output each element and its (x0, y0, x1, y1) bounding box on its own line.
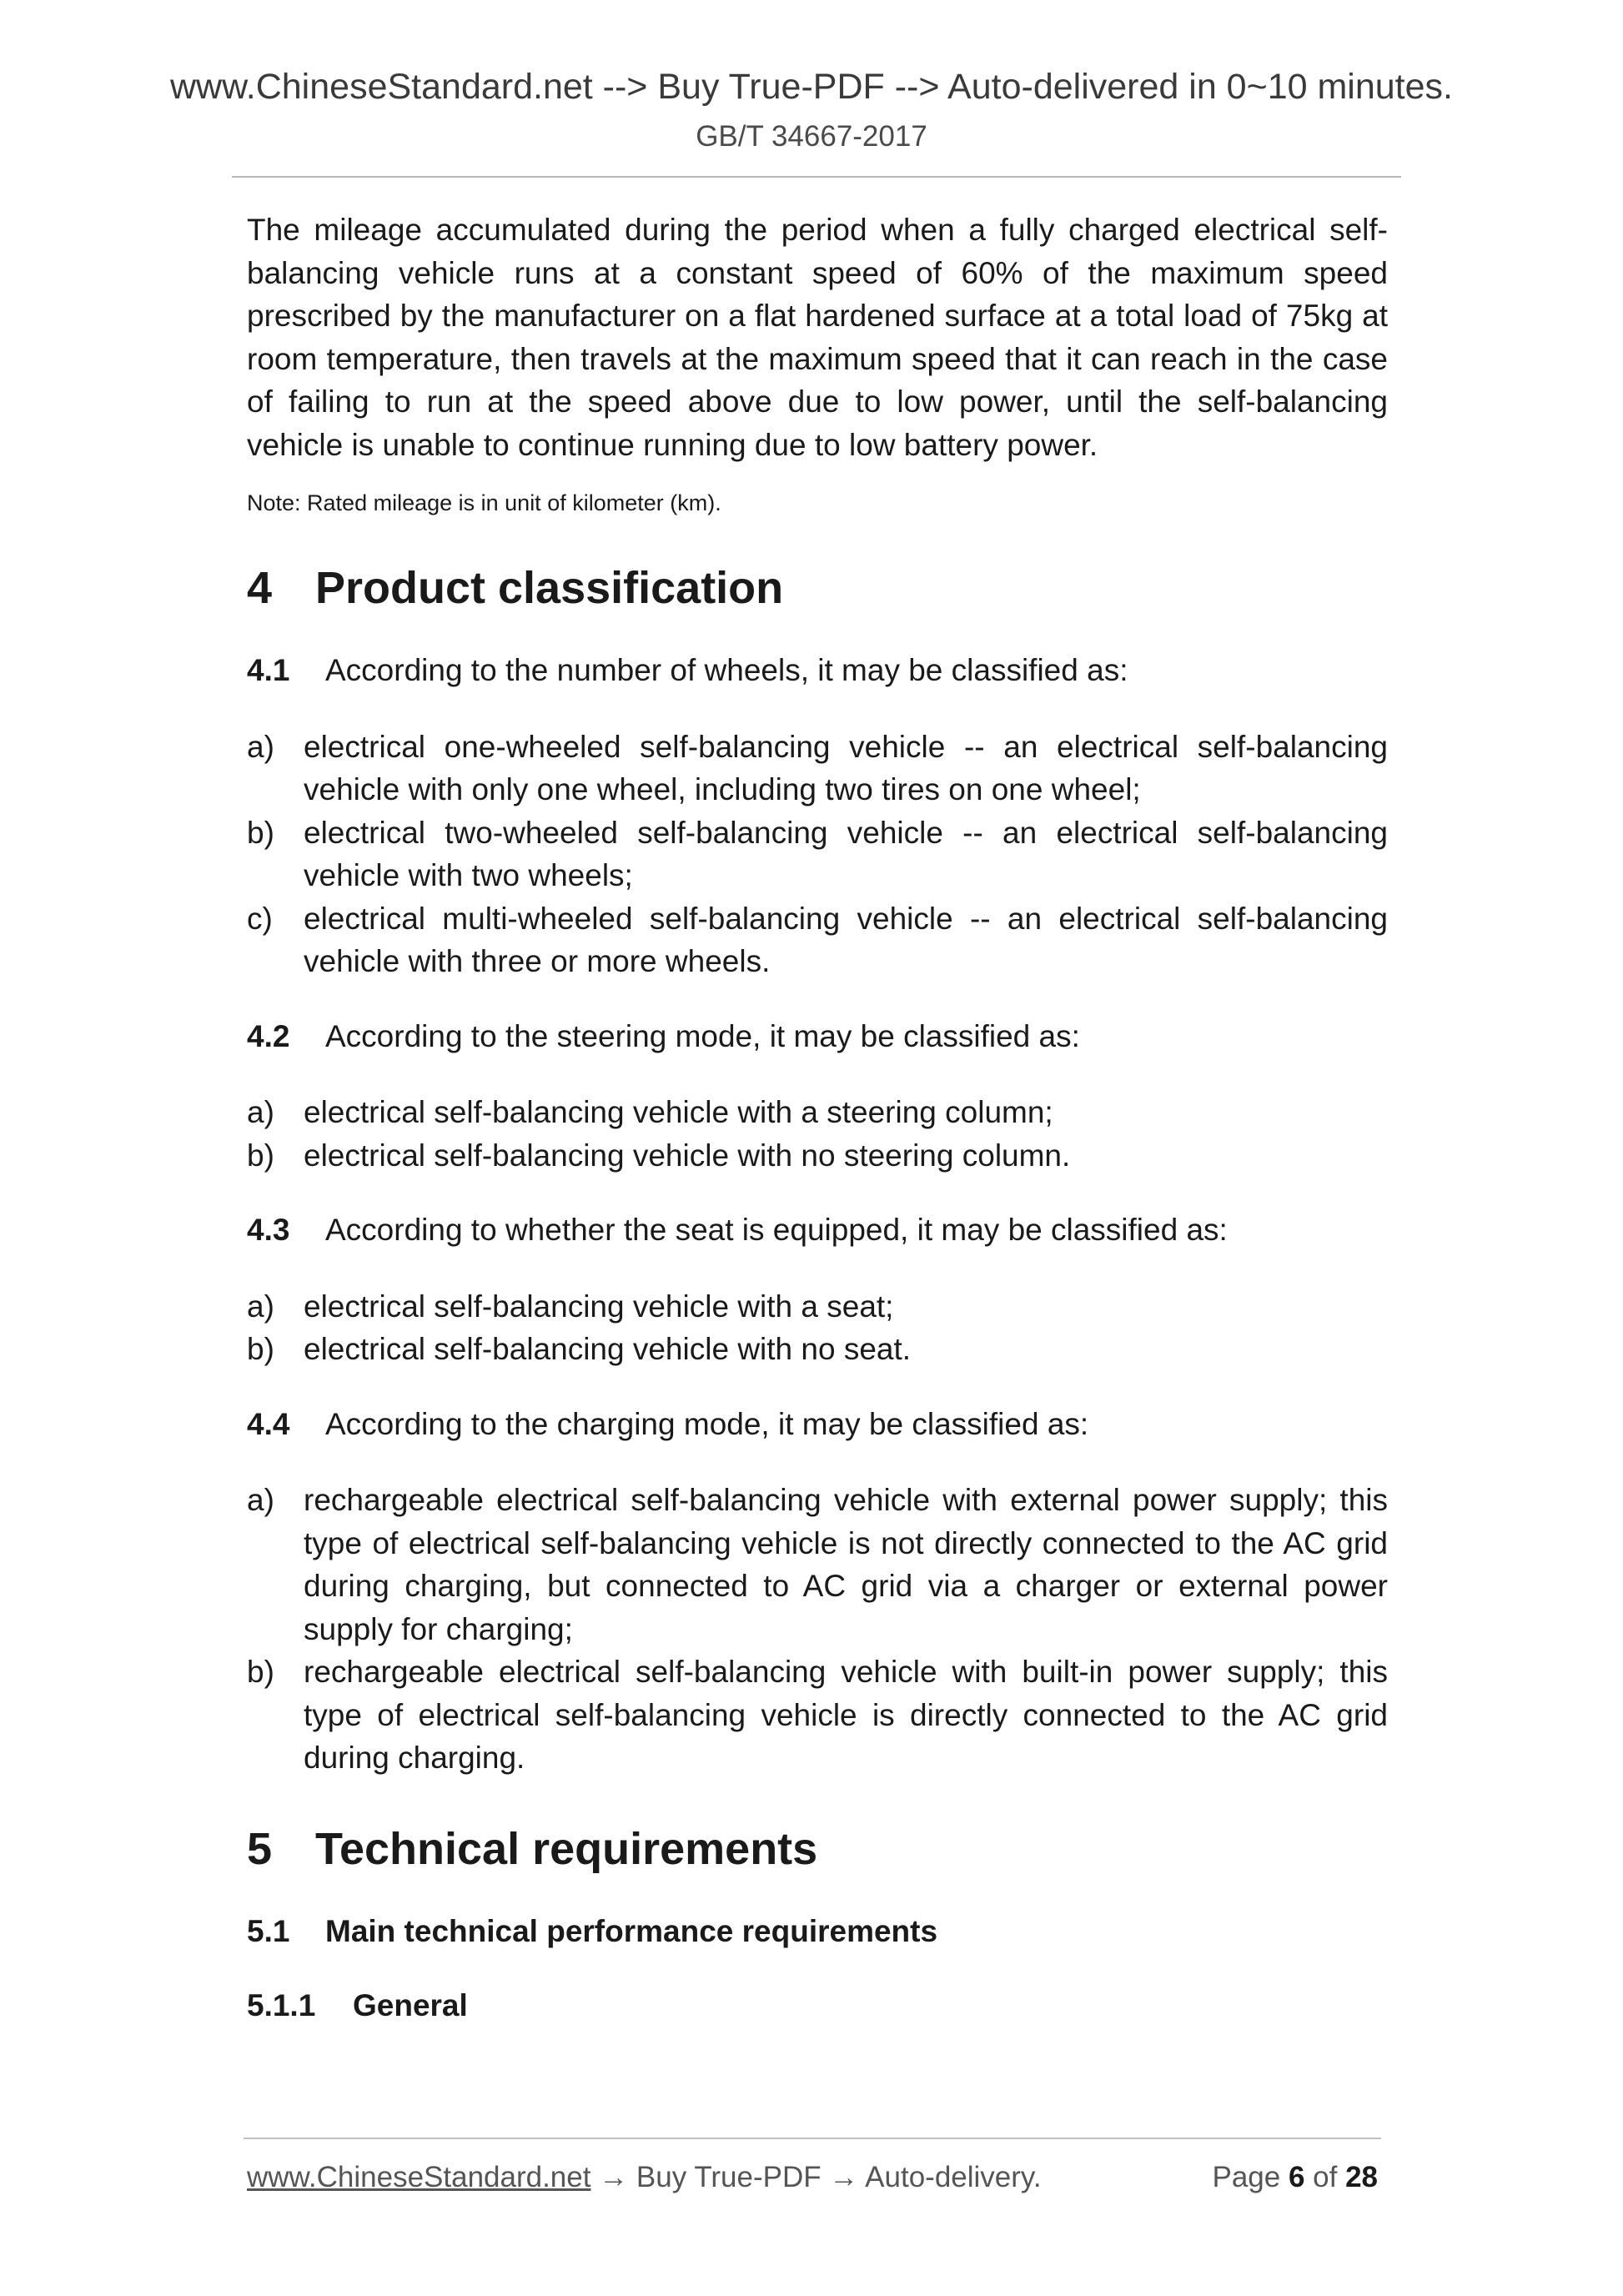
section-5-number: 5 (247, 1823, 273, 1874)
clause-4-3-list (247, 1285, 1388, 1371)
section-5-title: Technical requirements (315, 1823, 818, 1874)
section-5-heading (247, 1821, 1388, 1876)
list-item-mark: c) (247, 901, 273, 936)
footer-tagline: → Buy True-PDF → Auto-delivery. (590, 2161, 1042, 2193)
list-item-mark: b) (247, 815, 274, 850)
list-item-text: electrical self-balancing vehicle with a steering column; (304, 1095, 1053, 1129)
list-item-mark: a) (247, 729, 274, 764)
clause-4-2-number: 4.2 (247, 1018, 290, 1053)
list-item-text: electrical two-wheeled self-balancing vehicle -- an electrical self-balancing vehicle with two wheels; (304, 815, 1388, 892)
list-item (247, 811, 1388, 897)
list-item-text: rechargeable electrical self-balancing vehicle with built-in power supply; this type of electrical self-balancing vehicle is directly connected to the AC grid during charging. (304, 1655, 1388, 1775)
clause-4-1-list (247, 726, 1388, 983)
subsection-5-1-heading (247, 1910, 1388, 1953)
subsection-5-1-1-heading (247, 1984, 1388, 2027)
clause-4-3-number: 4.3 (247, 1213, 290, 1247)
footer-left (247, 2158, 1042, 2197)
header-banner: www.ChineseStandard.net --> Buy True-PDF --> Auto-delivered in 0~10 minutes. (169, 67, 1453, 107)
list-item (247, 1285, 1388, 1329)
clause-4-4-number: 4.4 (247, 1406, 290, 1441)
list-item-mark: b) (247, 1655, 274, 1689)
clause-4-4 (247, 1403, 1388, 1446)
list-item-text: electrical one-wheeled self-balancing vehicle -- an electrical self-balancing vehicle with only one wheel, including two tires on one wheel; (304, 729, 1388, 806)
subsection-5-1-title: Main technical performance requirements (325, 1913, 938, 1948)
clause-4-3-text: According to whether the seat is equipped, it may be classified as: (325, 1213, 1228, 1247)
list-item-mark: b) (247, 1138, 274, 1173)
clause-4-4-list (247, 1479, 1388, 1780)
intro-paragraph: The mileage accumulated during the period when a fully charged electrical self-balancing vehicle runs at a constant speed of 60% of the maximum speed prescribed by the manufacturer on a flat hardened surface at a total load of 75kg at room temperature, then travels at the maximum speed that it can reach in the case of failing to run at the speed above due to low power, until the self-balancing vehicle is unable to continue running due to low battery power. (247, 213, 1388, 462)
list-item-mark: a) (247, 1289, 274, 1324)
list-item-text: electrical self-balancing vehicle with no steering column. (304, 1138, 1071, 1173)
intro-note: Note: Rated mileage is in unit of kilometer (km). (247, 490, 721, 515)
page-label: Page (1212, 2161, 1289, 2193)
page-content (247, 208, 1388, 2027)
clause-4-1-text: According to the number of wheels, it may be classified as: (325, 653, 1128, 687)
footer-site-link[interactable]: www.ChineseStandard.net (247, 2161, 591, 2193)
section-4-heading (247, 560, 1388, 615)
list-item-text: electrical multi-wheeled self-balancing vehicle -- an electrical self-balancing vehicle with three or more wheels. (304, 901, 1388, 978)
list-item (247, 1328, 1388, 1371)
clause-4-1-number: 4.1 (247, 653, 290, 687)
footer-divider (244, 2138, 1381, 2139)
page-indicator (1212, 2158, 1378, 2197)
list-item-text: rechargeable electrical self-balancing vehicle with external power supply; this type of electrical self-balancing vehicle is not directly connected to the AC grid during charging, but connected to AC grid via a charger or external power supply for charging; (304, 1483, 1388, 1646)
subsection-5-1-number: 5.1 (247, 1913, 290, 1948)
header-divider (232, 176, 1401, 178)
list-item-mark: b) (247, 1332, 274, 1366)
list-item (247, 1650, 1388, 1780)
list-item (247, 897, 1388, 983)
page-of-label: of (1304, 2161, 1346, 2193)
page-total: 28 (1345, 2161, 1378, 2193)
list-item-mark: a) (247, 1483, 274, 1517)
header-doc-id: GB/T 34667-2017 (696, 120, 927, 153)
list-item (247, 1479, 1388, 1650)
page-number: 6 (1288, 2161, 1305, 2193)
list-item-mark: a) (247, 1095, 274, 1129)
clause-4-2-text: According to the steering mode, it may be classified as: (325, 1018, 1080, 1053)
clause-4-1 (247, 649, 1388, 692)
subsection-5-1-1-number: 5.1.1 (247, 1988, 316, 2022)
clause-4-4-text: According to the charging mode, it may be classified as: (325, 1406, 1089, 1441)
clause-4-2 (247, 1015, 1388, 1058)
section-4-number: 4 (247, 563, 273, 613)
clause-4-2-list (247, 1091, 1388, 1177)
section-4-title: Product classification (315, 563, 784, 613)
list-item (247, 1134, 1388, 1178)
clause-4-3 (247, 1208, 1388, 1252)
subsection-5-1-1-title: General (353, 1988, 468, 2022)
list-item (247, 726, 1388, 811)
list-item-text: electrical self-balancing vehicle with no seat. (304, 1332, 912, 1366)
list-item (247, 1091, 1388, 1134)
page-footer (247, 2158, 1378, 2197)
list-item-text: electrical self-balancing vehicle with a seat; (304, 1289, 894, 1324)
